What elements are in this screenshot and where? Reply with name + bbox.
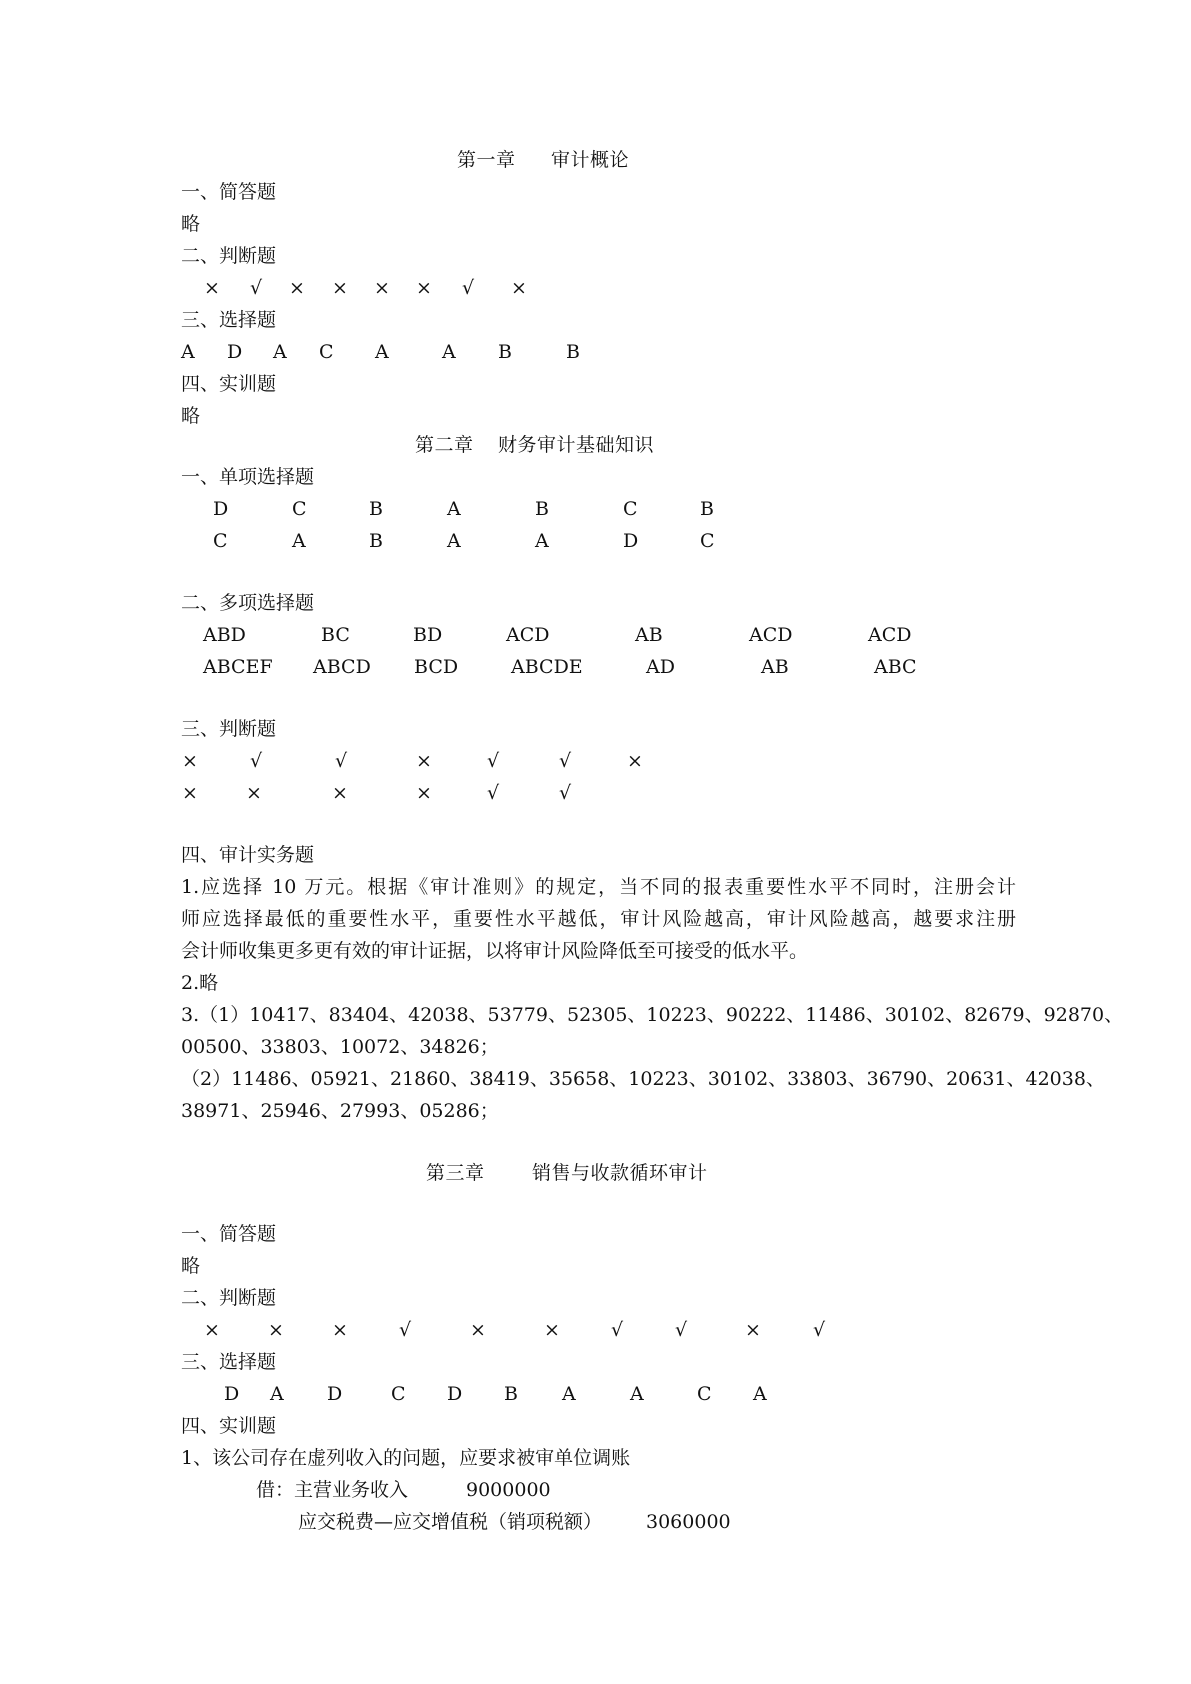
chapter3-short-answer-text: 略 xyxy=(181,1255,201,1277)
chapter2-answer1-line3: 会计师收集更多更有效的审计证据，以将审计风险降低至可接受的低水平。 xyxy=(181,940,809,962)
answer-letter: A xyxy=(562,1383,576,1405)
answer-letter: A xyxy=(447,498,461,520)
answer-mark: × xyxy=(416,782,432,804)
answer-letter: A xyxy=(442,341,456,363)
chapter2-answer3-line2: 00500、33803、10072、34826； xyxy=(181,1036,499,1058)
answer-mark: × xyxy=(544,1319,560,1341)
chapter3-section-choice: 三、选择题 xyxy=(181,1351,277,1373)
answer-letters: ACD xyxy=(506,624,550,646)
chapter3-title-number: 第三章 xyxy=(426,1162,485,1184)
answer-mark: × xyxy=(182,782,198,804)
journal-entry-debit-label: 借：主营业务收入 xyxy=(256,1479,409,1501)
chapter3-title-name: 销售与收款循环审计 xyxy=(532,1162,708,1184)
answer-letter: C xyxy=(700,530,715,552)
answer-letter: D xyxy=(327,1383,343,1405)
answer-mark: × xyxy=(204,1319,220,1341)
answer-letter: C xyxy=(319,341,334,363)
journal-entry-line2-amount: 3060000 xyxy=(646,1511,731,1533)
answer-letter: A xyxy=(270,1383,284,1405)
answer-mark: × xyxy=(204,277,220,299)
answer-letters: ABCD xyxy=(313,656,371,678)
chapter1-short-answer-text: 略 xyxy=(181,213,201,235)
answer-letters: ACD xyxy=(868,624,912,646)
answer-letter: C xyxy=(391,1383,406,1405)
answer-mark: × xyxy=(627,750,643,772)
answer-letters: AB xyxy=(761,656,789,678)
chapter2-title-name: 财务审计基础知识 xyxy=(498,434,655,456)
chapter3-practice-question1: 1、该公司存在虚列收入的问题，应要求被审单位调账 xyxy=(181,1447,631,1469)
answer-letter: B xyxy=(700,498,714,520)
answer-mark: × xyxy=(374,277,390,299)
answer-mark: × xyxy=(268,1319,284,1341)
answer-letters: BC xyxy=(321,624,350,646)
journal-entry-line2-label: 应交税费—应交增值税（销项税额） xyxy=(298,1511,603,1533)
journal-entry-debit-amount: 9000000 xyxy=(466,1479,551,1501)
answer-letters: ABCDE xyxy=(511,656,583,678)
answer-mark: √ xyxy=(813,1319,826,1341)
answer-letters: ABCEF xyxy=(203,656,273,678)
chapter1-section-practice: 四、实训题 xyxy=(181,373,277,395)
chapter2-section-audit-practice: 四、审计实务题 xyxy=(181,844,315,866)
chapter2-section-multi-choice: 二、多项选择题 xyxy=(181,592,315,614)
answer-letter: B xyxy=(369,530,383,552)
chapter2-answer3-line4: 38971、25946、27993、05286； xyxy=(181,1100,499,1122)
answer-mark: × xyxy=(745,1319,761,1341)
answer-mark: × xyxy=(511,277,527,299)
answer-letter: D xyxy=(213,498,229,520)
answer-letter: B xyxy=(498,341,512,363)
answer-letters: ABC xyxy=(874,656,917,678)
answer-mark: √ xyxy=(611,1319,624,1341)
answer-letters: BD xyxy=(413,624,443,646)
answer-letter: A xyxy=(181,341,195,363)
answer-letter: C xyxy=(292,498,307,520)
answer-mark: √ xyxy=(559,750,572,772)
answer-mark: × xyxy=(332,782,348,804)
chapter3-section-short-answer: 一、简答题 xyxy=(181,1223,277,1245)
answer-mark: √ xyxy=(559,782,572,804)
chapter1-section-true-false: 二、判断题 xyxy=(181,245,277,267)
chapter2-answer2: 2.略 xyxy=(181,972,219,994)
answer-letter: D xyxy=(623,530,639,552)
answer-letter: A xyxy=(630,1383,644,1405)
answer-letter: A xyxy=(535,530,549,552)
answer-mark: × xyxy=(332,277,348,299)
answer-letters: AD xyxy=(646,656,675,678)
answer-mark: √ xyxy=(399,1319,412,1341)
answer-letters: AB xyxy=(635,624,663,646)
chapter2-answer1-line2: 师应选择最低的重要性水平，重要性水平越低，审计风险越高，审计风险越高，越要求注册 xyxy=(181,908,1016,930)
answer-letter: A xyxy=(375,341,389,363)
answer-letter: D xyxy=(227,341,243,363)
answer-mark: × xyxy=(182,750,198,772)
answer-mark: √ xyxy=(487,750,500,772)
answer-letter: B xyxy=(504,1383,518,1405)
answer-mark: × xyxy=(470,1319,486,1341)
answer-letter: C xyxy=(623,498,638,520)
chapter3-section-practice: 四、实训题 xyxy=(181,1415,277,1437)
chapter1-title-name: 审计概论 xyxy=(551,149,630,171)
chapter1-section-short-answer: 一、简答题 xyxy=(181,181,277,203)
chapter2-answer1-line1: 1.应选择 10 万元。根据《审计准则》的规定，当不同的报表重要性水平不同时，注册会计 xyxy=(181,876,1016,898)
answer-mark: × xyxy=(246,782,262,804)
answer-letter: B xyxy=(566,341,580,363)
answer-mark: × xyxy=(332,1319,348,1341)
answer-mark: √ xyxy=(675,1319,688,1341)
chapter2-answer3-line3: （2）11486、05921、21860、38419、35658、10223、30102、33803、36790、20631、42038、 xyxy=(181,1068,1105,1090)
answer-letter: A xyxy=(447,530,461,552)
answer-mark: √ xyxy=(462,277,475,299)
chapter3-section-true-false: 二、判断题 xyxy=(181,1287,277,1309)
chapter1-practice-text: 略 xyxy=(181,405,201,427)
answer-letter: A xyxy=(273,341,287,363)
answer-letter: C xyxy=(697,1383,712,1405)
answer-mark: √ xyxy=(250,277,263,299)
chapter2-answer3-line1: 3.（1）10417、83404、42038、53779、52305、10223、90222、11486、30102、82679、92870、 xyxy=(181,1004,1124,1026)
answer-mark: √ xyxy=(335,750,348,772)
chapter1-title-number: 第一章 xyxy=(457,149,516,171)
chapter1-section-choice: 三、选择题 xyxy=(181,309,277,331)
chapter2-section-true-false: 三、判断题 xyxy=(181,718,277,740)
chapter2-section-single-choice: 一、单项选择题 xyxy=(181,466,315,488)
answer-letter: B xyxy=(535,498,549,520)
answer-mark: × xyxy=(289,277,305,299)
answer-letter: C xyxy=(213,530,228,552)
answer-letter: B xyxy=(369,498,383,520)
answer-mark: √ xyxy=(250,750,263,772)
chapter2-title-number: 第二章 xyxy=(415,434,474,456)
answer-letter: D xyxy=(447,1383,463,1405)
answer-mark: √ xyxy=(487,782,500,804)
answer-letters: BCD xyxy=(414,656,459,678)
answer-letter: A xyxy=(753,1383,767,1405)
answer-mark: × xyxy=(416,750,432,772)
answer-letters: ABD xyxy=(203,624,246,646)
answer-mark: × xyxy=(416,277,432,299)
answer-letter: A xyxy=(292,530,306,552)
answer-letter: D xyxy=(224,1383,240,1405)
answer-letters: ACD xyxy=(749,624,793,646)
